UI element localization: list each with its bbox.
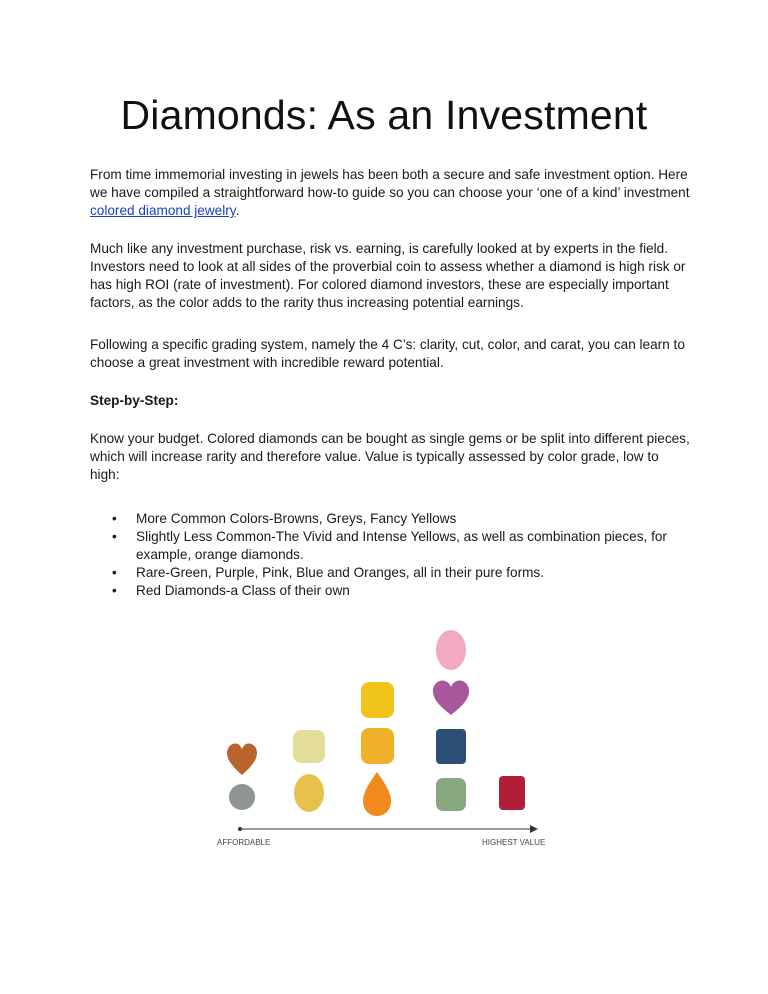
highest-value-label: HIGHEST VALUE	[482, 838, 546, 847]
pale-yellow-cushion-diamond-icon	[293, 730, 325, 763]
bullet-glyph: •	[112, 511, 117, 526]
vivid-yellow-cushion-diamond-icon	[361, 682, 394, 718]
grey-round-diamond-icon	[229, 784, 255, 810]
pink-oval-diamond-icon	[436, 630, 466, 670]
bullet-glyph: •	[112, 565, 117, 580]
list-item: • Slightly Less Common-The Vivid and Intense Yellows, as well as combination pieces, for example, orange diamonds.	[112, 529, 667, 562]
red-radiant-diamond-icon	[499, 776, 525, 810]
colored-diamond-jewelry-link[interactable]: colored diamond jewelry	[90, 203, 236, 218]
intense-yellow-cushion-diamond-icon	[361, 728, 394, 764]
yellow-oval-diamond-icon	[294, 774, 324, 812]
axis-arrow-icon	[530, 825, 538, 833]
purple-heart-diamond-icon	[433, 681, 469, 715]
step-by-step-heading: Step-by-Step:	[90, 393, 179, 408]
green-cushion-diamond-icon	[436, 778, 466, 811]
color-grade-list	[112, 510, 682, 600]
intro-end: .	[235, 203, 240, 218]
budget-paragraph: Know your budget. Colored diamonds can be bought as single gems or be split into different pieces, which will increase rarity and therefore value. Value is typically assessed by color grade, low to high:	[90, 431, 690, 482]
risk-paragraph: Much like any investment purchase, risk vs. earning, is carefully looked at by experts in the field. Investors need to look at all sides of the proverbial coin to assess whether a diamond is high risk or has high ROI (rate of investment). For colored diamond investors, these are especially important factors, as the color adds to the rarity thus increasing potential earnings.	[90, 241, 686, 310]
intro-text: From time immemorial investing in jewels has been both a secure and safe investment option. Here we have compiled a straightforward how-to guide so you can choose your ‘one of a kind’ investment	[90, 167, 690, 200]
bullet-glyph: •	[112, 583, 117, 598]
intro-paragraph	[90, 166, 690, 220]
brown-heart-diamond-icon	[227, 743, 257, 775]
affordable-label: AFFORDABLE	[217, 838, 271, 847]
axis-start-dot	[238, 827, 242, 831]
list-item: • Rare-Green, Purple, Pink, Blue and Oranges, all in their pure forms.	[112, 565, 545, 580]
diamond-value-chart	[205, 615, 570, 860]
blue-radiant-diamond-icon	[436, 729, 466, 764]
list-item: • More Common Colors-Browns, Greys, Fancy Yellows	[112, 511, 457, 526]
page-title: Diamonds: As an Investment	[120, 92, 648, 138]
grading-paragraph: Following a specific grading system, namely the 4 C’s: clarity, cut, color, and carat, you can learn to choose a great investment with incredible reward potential.	[90, 337, 685, 370]
list-item: • Red Diamonds-a Class of their own	[112, 583, 350, 598]
bullet-glyph: •	[112, 529, 117, 544]
orange-pear-diamond-icon	[363, 772, 391, 816]
